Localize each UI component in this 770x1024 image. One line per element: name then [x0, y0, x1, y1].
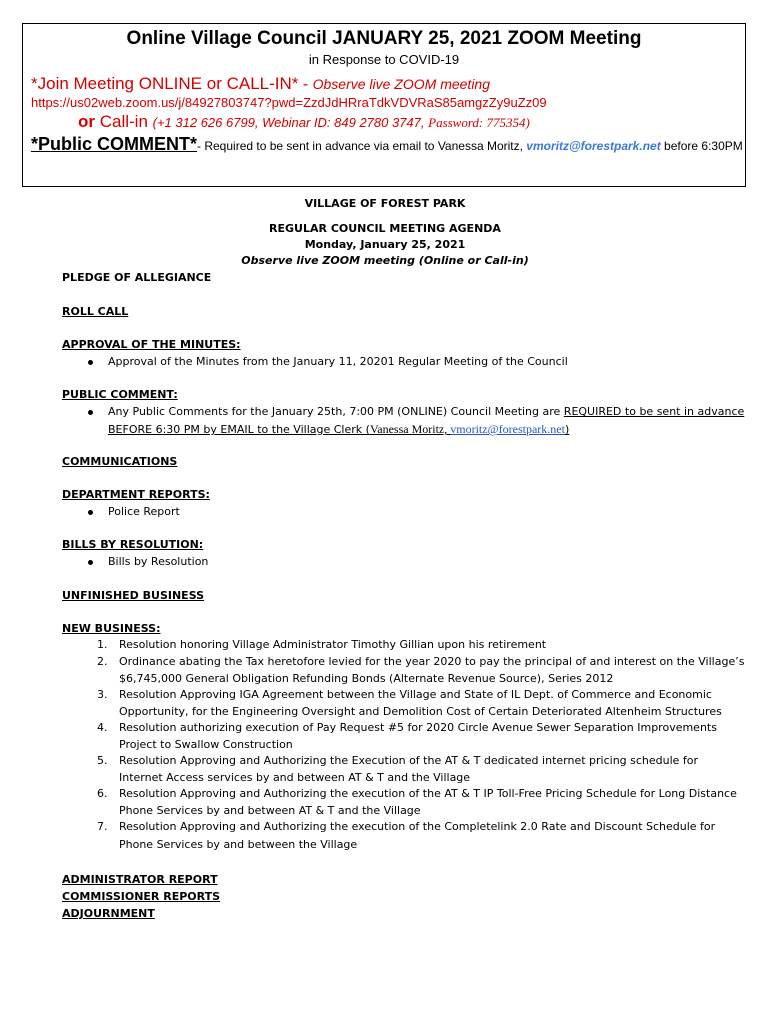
item-number: 1.: [97, 638, 108, 651]
minutes-heading: APPROVAL OF THE MINUTES:: [62, 338, 241, 351]
join-observe: Observe live ZOOM meeting: [312, 76, 490, 92]
public-comment-line: [31, 133, 743, 157]
item-text: Resolution authorizing execution of Pay Request #5 for 2020 Circle Avenue Sewer Separation Improvements: [119, 721, 717, 734]
commissioner-reports-heading: COMMISSIONER REPORTS: [62, 890, 221, 903]
new-business-item-cont: Project to Swallow Construction: [119, 738, 293, 751]
item-number: 5.: [97, 754, 108, 767]
call-in-line: [78, 112, 530, 133]
item-number: 3.: [97, 688, 108, 701]
dept-report-item: Police Report: [108, 505, 180, 518]
zoom-url-link[interactable]: https://us02web.zoom.us/j/84927803747?pwd=ZzdJdHRraTdkVDVRaS85amgzZy9uZz09: [31, 95, 547, 110]
call-password: Password: 775354): [428, 115, 530, 130]
roll-call-heading: ROLL CALL: [62, 305, 129, 318]
call-details: (+1 312 626 6799, Webinar ID: 849 2780 3747,: [152, 115, 429, 130]
call-or: or: [78, 112, 95, 131]
new-business-item: [97, 638, 547, 651]
new-business-item-cont: $6,745,000 General Obligation Refunding Bonds (Alternate Revenue Source), Series 2012: [119, 672, 614, 685]
item-number: 6.: [97, 787, 108, 800]
notice-subtitle: in Response to COVID-19: [308, 52, 460, 67]
public-item-deadline: BEFORE 6:30 PM by EMAIL to the Village Clerk (: [108, 423, 370, 436]
bills-heading: BILLS BY RESOLUTION:: [62, 538, 204, 551]
new-business-item: [97, 754, 699, 767]
adjournment-heading: ADJOURNMENT: [62, 907, 155, 920]
item-text: Resolution Approving IGA Agreement between the Village and State of IL Dept. of Commerce and Economic: [119, 688, 712, 701]
item-text: Resolution honoring Village Administrator Timothy Gillian upon his retirement: [119, 638, 547, 651]
agenda-date: Monday, January 25, 2021: [304, 238, 466, 251]
pledge-heading: PLEDGE OF ALLEGIANCE: [62, 271, 212, 284]
join-dash: -: [298, 76, 313, 93]
public-comment-deadline: before 6:30PM: [660, 139, 743, 153]
item-text: Resolution Approving and Authorizing the execution of the Completelink 2.0 Rate and Discount Schedule for: [119, 820, 716, 833]
minutes-item: Approval of the Minutes from the January 11, 20201 Regular Meeting of the Council: [108, 355, 568, 368]
agenda-observe: Observe live ZOOM meeting (Online or Call-in): [241, 254, 529, 267]
join-meeting-line: [31, 74, 490, 95]
new-business-item-cont: Internet Access services by and between AT & T and the Village: [119, 771, 471, 784]
public-comment-heading: PUBLIC COMMENT:: [62, 388, 178, 401]
item-number: 7.: [97, 820, 108, 833]
public-item-name: Vanessa Moritz,: [369, 422, 451, 436]
public-item-email-link[interactable]: vmoritz@forestpark.net: [450, 422, 565, 436]
new-business-item: [97, 721, 717, 734]
call-label: Call-in: [95, 112, 153, 131]
join-label: *Join Meeting ONLINE or CALL-IN*: [31, 74, 299, 93]
public-comment-email-link[interactable]: vmoritz@forestpark.net: [526, 139, 661, 153]
unfinished-business-heading: UNFINISHED BUSINESS: [62, 589, 205, 602]
administrator-report-heading: ADMINISTRATOR REPORT: [62, 873, 218, 886]
village-heading: VILLAGE OF FOREST PARK: [304, 197, 466, 210]
notice-title: Online Village Council JANUARY 25, 2021 ZOOM Meeting: [126, 28, 642, 49]
agenda-title: REGULAR COUNCIL MEETING AGENDA: [269, 222, 501, 235]
item-number: 2.: [97, 655, 108, 668]
new-business-item-cont: Phone Services by and between AT & T and the Village: [119, 804, 421, 817]
item-text: Ordinance abating the Tax heretofore levied for the year 2020 to pay the principal of and interest on the Village’s: [119, 655, 745, 668]
new-business-item-cont: Phone Services by and between the Village: [119, 838, 358, 851]
public-item-close: ): [564, 423, 570, 436]
new-business-item: [97, 787, 737, 800]
new-business-item: [97, 655, 745, 668]
new-business-item-cont: Opportunity, for the Engineering Oversight and Demolition Cost of Certain Deteriorated Altenheim Structures: [119, 705, 722, 718]
new-business-heading: NEW BUSINESS:: [62, 622, 161, 635]
item-text: Resolution Approving and Authorizing the execution of the AT & T IP Toll-Free Pricing Schedule for Long Distance: [119, 787, 737, 800]
public-comment-text: - Required to be sent in advance via email to Vanessa Moritz,: [197, 139, 527, 153]
zoom-notice-box: [22, 23, 746, 187]
public-item-required: REQUIRED to be sent in advance: [563, 405, 745, 418]
bills-item: Bills by Resolution: [108, 555, 209, 568]
new-business-item: [97, 820, 716, 833]
public-comment-item-cont: [108, 422, 569, 437]
item-number: 4.: [97, 721, 108, 734]
public-item-text: Any Public Comments for the January 25th, 7:00 PM (ONLINE) Council Meeting are: [108, 405, 564, 418]
dept-reports-heading: DEPARTMENT REPORTS:: [62, 488, 210, 501]
item-text: Resolution Approving and Authorizing the Execution of the AT & T dedicated internet pricing schedule for: [119, 754, 699, 767]
public-comment-label: *Public COMMENT*: [31, 134, 198, 154]
public-comment-item: [108, 405, 744, 418]
communications-heading: COMMUNICATIONS: [62, 455, 178, 468]
new-business-item: [97, 688, 712, 701]
